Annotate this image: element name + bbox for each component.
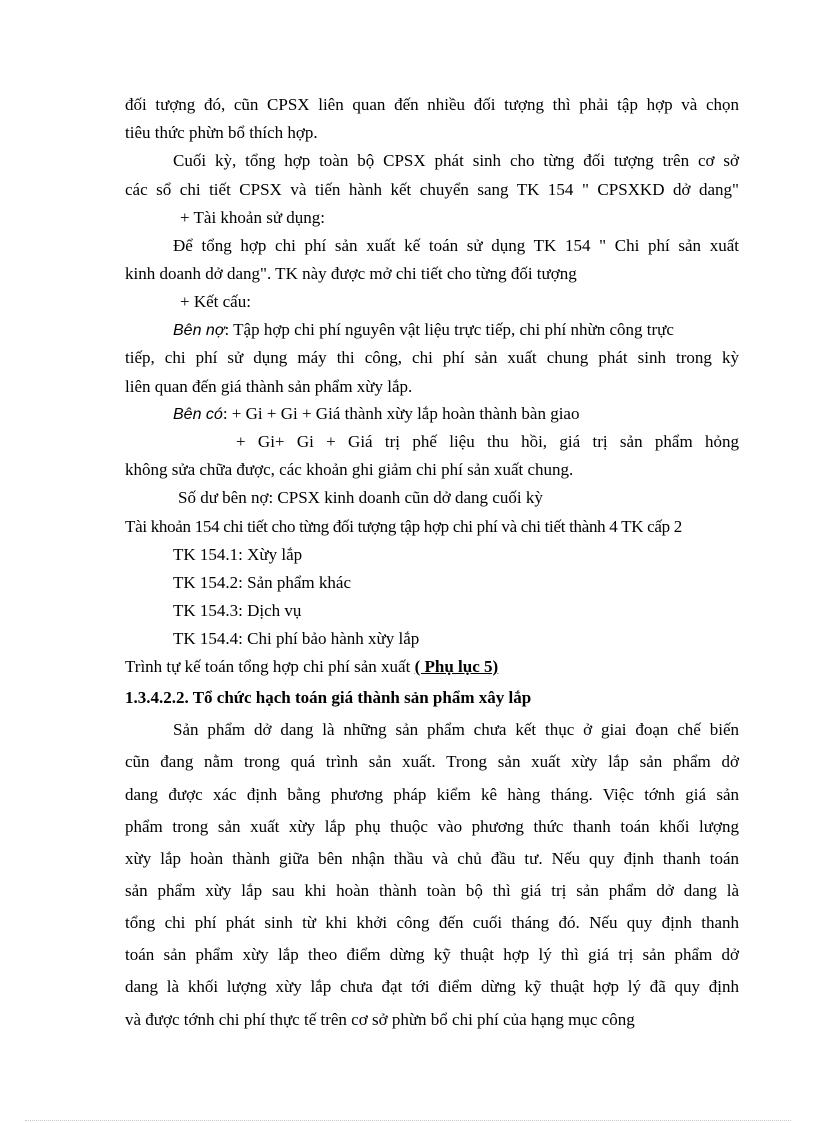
ben-no-label: Bên nợ: [173, 322, 225, 339]
paragraph-line: dang là khối lượng xừy lắp chưa đạt tới điểm dừng kỹ thuật hợp lý đã quy định: [125, 977, 739, 996]
text-line: Để tổng hợp chi phí sản xuất kế toán sử dụng TK 154 " Chi phí sản xuất: [173, 236, 739, 255]
paragraph-line: cũn đang nằm trong quá trình sản xuất. Trong sản xuất xừy lắp sản phẩm dở: [125, 752, 739, 771]
text-line: + Kết cấu:: [180, 292, 251, 311]
text-line: [125, 657, 739, 677]
paragraph-line: sản phẩm xừy lắp sau khi hoàn thành toàn bộ thì giá trị sản phẩm dở dang là: [125, 881, 739, 900]
text-line: đối tượng đó, cũn CPSX liên quan đến nhiều đối tượng thì phải tập hợp và chọn: [125, 95, 739, 114]
text-line: không sửa chữa được, các khoản ghi giảm chi phí sản xuất chung.: [125, 460, 574, 479]
text-line: liên quan đến giá thành sản phẩm xừy lắp.: [125, 377, 413, 396]
paragraph-line: tổng chi phí phát sinh từ khi khởi công đến cuối tháng đó. Nếu quy định thanh: [125, 913, 739, 932]
text-line: TK 154.3: Dịch vụ: [173, 601, 302, 620]
text-line: [173, 320, 739, 341]
text-line: TK 154.2: Sản phẩm khác: [173, 573, 351, 592]
text-line: tiêu thức phừn bổ thích hợp.: [125, 123, 318, 142]
paragraph-line: dang được xác định bằng phương pháp kiểm kê hàng tháng. Việc tớnh giá sản: [125, 785, 739, 804]
paragraph-line: Sản phẩm dở dang là những sản phẩm chưa kết thục ở giai đoạn chế biến: [173, 720, 739, 739]
text-line: + Tài khoản sử dụng:: [180, 208, 326, 227]
text-line: TK 154.1: Xừy lắp: [173, 545, 303, 564]
text-line: Tài khoản 154 chi tiết cho từng đối tượng tập hợp chi phí và chi tiết thành 4 TK cấp 2: [125, 517, 683, 536]
text-line: + Gi+ Gi + Giá trị phế liệu thu hồi, giá trị sản phẩm hỏng: [236, 432, 739, 451]
text-line: TK 154.4: Chi phí bảo hành xừy lắp: [173, 629, 420, 648]
text-line: Số dư bên nợ: CPSX kinh doanh cũn dở dang cuối kỳ: [178, 488, 543, 507]
text-line: các sổ chi tiết CPSX và tiến hành kết chuyển sang TK 154 " CPSXKD dở dang": [125, 180, 739, 199]
paragraph-line: phẩm trong sản xuất xừy lắp phụ thuộc vào phương thức thanh toán khối lượng: [125, 817, 739, 836]
paragraph-line: và được tớnh chi phí thực tế trên cơ sở phừn bổ chi phí của hạng mục công: [125, 1010, 635, 1029]
text-line: Cuối kỳ, tổng hợp toàn bộ CPSX phát sinh cho từng đối tượng trên cơ sở: [173, 151, 739, 170]
procedure-text: Trình tự kế toán tổng hợp chi phí sản xuất: [125, 657, 415, 676]
text-line: [173, 404, 739, 425]
page-bottom-divider: [25, 1120, 791, 1121]
ben-no-text: : Tập hợp chi phí nguyên vật liệu trực tiếp, chi phí nhừn công trực: [224, 320, 674, 339]
text-line: kinh doanh dở dang". TK này được mở chi tiết cho từng đối tượng: [125, 264, 577, 283]
ben-co-label: Bên có: [173, 406, 223, 423]
section-heading: 1.3.4.2.2. Tổ chức hạch toán giá thành sản phẩm xây lắp: [125, 688, 532, 707]
ben-co-text: : + Gi + Gi + Giá thành xừy lắp hoàn thành bàn giao: [222, 404, 580, 423]
paragraph-line: xừy lắp hoàn thành giữa bên nhận thầu và chủ đầu tư. Nếu quy định thanh toán: [125, 849, 739, 868]
appendix-reference: ( Phụ lục 5): [414, 657, 499, 676]
text-line: tiếp, chi phí sử dụng máy thi công, chi phí sản xuất chung phát sinh trong kỳ: [125, 348, 739, 367]
paragraph-line: toán sản phẩm xừy lắp theo điểm dừng kỹ thuật hợp lý thì giá trị sản phẩm dở: [125, 945, 739, 964]
